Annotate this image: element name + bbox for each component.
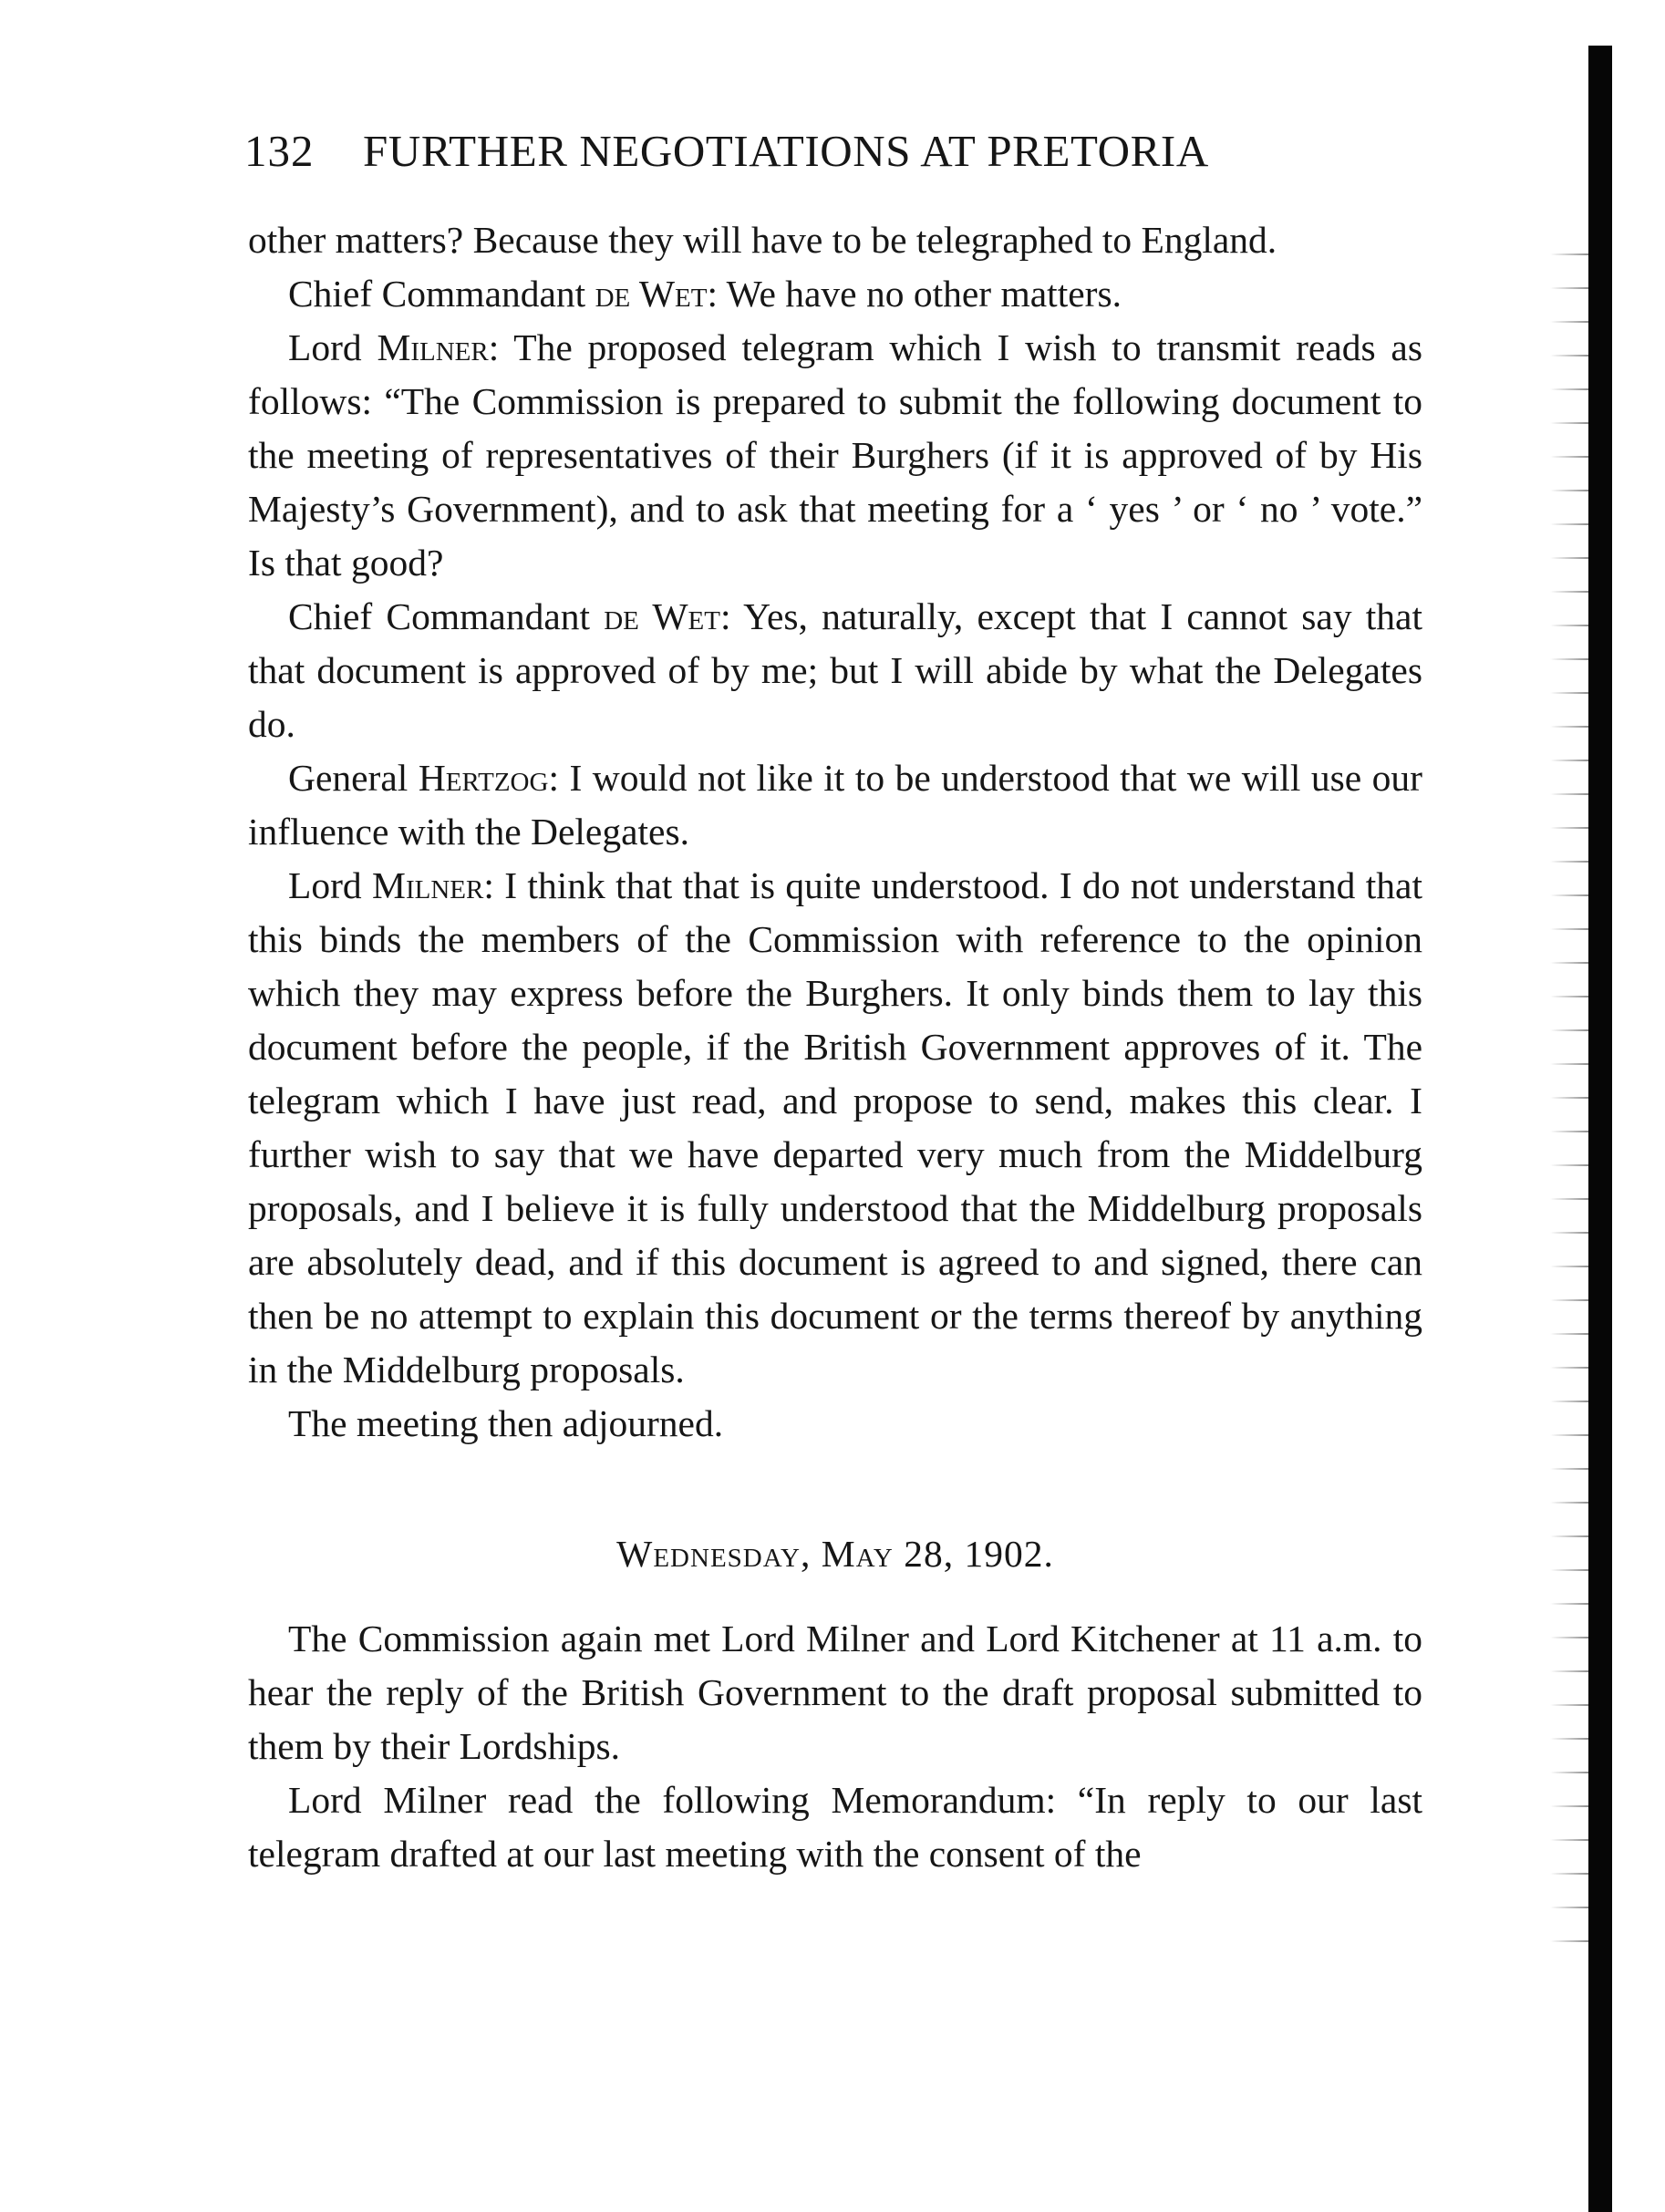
paragraph-de-wet-2 (248, 590, 1422, 751)
paragraph-milner-1 (248, 321, 1422, 590)
speech-text: : The proposed telegram which I wish to transmit reads as follows: “The Commission is prepared to submit the following document to the meeting of representatives of their Burghers (if it is approved of by His Majesty’s Government), and to ask that meeting for a ‘ yes ’ or ‘ no ’ vote.” Is that good? (248, 326, 1422, 584)
speaker-name: de Wet (604, 595, 720, 637)
page-number: 132 (244, 126, 315, 176)
speaker-name: Milner (372, 864, 484, 906)
paragraph-hertzog (248, 751, 1422, 859)
paragraph-adjourned: The meeting then adjourned. (288, 1402, 724, 1444)
speech-text: : We have no other matters. (707, 273, 1122, 315)
paragraph-commission-met: The Commission again met Lord Milner and Lord Kitchener at 11 a.m. to hear the reply of the British Government to the draft proposal submitted to them by their Lordships. (248, 1618, 1422, 1767)
binding-edge-shadow (1588, 46, 1612, 2212)
speech-text: : Yes, naturally, except that I cannot say that that document is approved of by me; but I will abide by what the Delegates do. (248, 595, 1422, 745)
speaker-name: de Wet (595, 273, 708, 315)
speaker-name: Hertzog (418, 757, 549, 799)
page-body (248, 213, 1422, 1881)
speaker-prefix: Lord (288, 864, 373, 906)
speaker-prefix: Lord (288, 326, 377, 368)
page-header (244, 124, 1430, 179)
speaker-prefix: Chief Commandant (288, 273, 595, 315)
running-title: FURTHER NEGOTIATIONS AT PRETORIA (363, 126, 1209, 176)
paragraph-milner-2 (248, 859, 1422, 1397)
date-heading: Wednesday, May 28, 1902. (616, 1533, 1054, 1575)
speech-text: : I would not like it to be understood that we will use our influence with the Delegates. (248, 757, 1422, 853)
paragraph-continuation: other matters? Because they will have to be telegraphed to England. (248, 219, 1277, 261)
speaker-prefix: Chief Commandant (288, 595, 605, 637)
speaker-name: Milner (377, 326, 489, 368)
speaker-prefix: General (288, 757, 419, 799)
speech-text: : I think that that is quite understood. I do not understand that this binds the members of the Commission with reference to the opinion which they may express before the Burghers. It only binds them to lay this document before the people, if the British Government approves of it. The telegram which I have just read, and propose to send, makes this clear. I further wish to say that we have departed very much from the Middelburg proposals, and I believe it is fully understood that the Middelburg proposals are absolutely dead, and if this document is agreed to and signed, there can then be no attempt to explain this document or the terms thereof by anything in the Middelburg proposals. (248, 864, 1422, 1390)
paragraph-memorandum: Lord Milner read the following Memorandum: “In reply to our last telegram drafted at our last meeting with the consent of the (248, 1779, 1422, 1875)
binding-edge-fray (1550, 237, 1590, 1969)
paragraph-de-wet-1 (248, 267, 1422, 321)
